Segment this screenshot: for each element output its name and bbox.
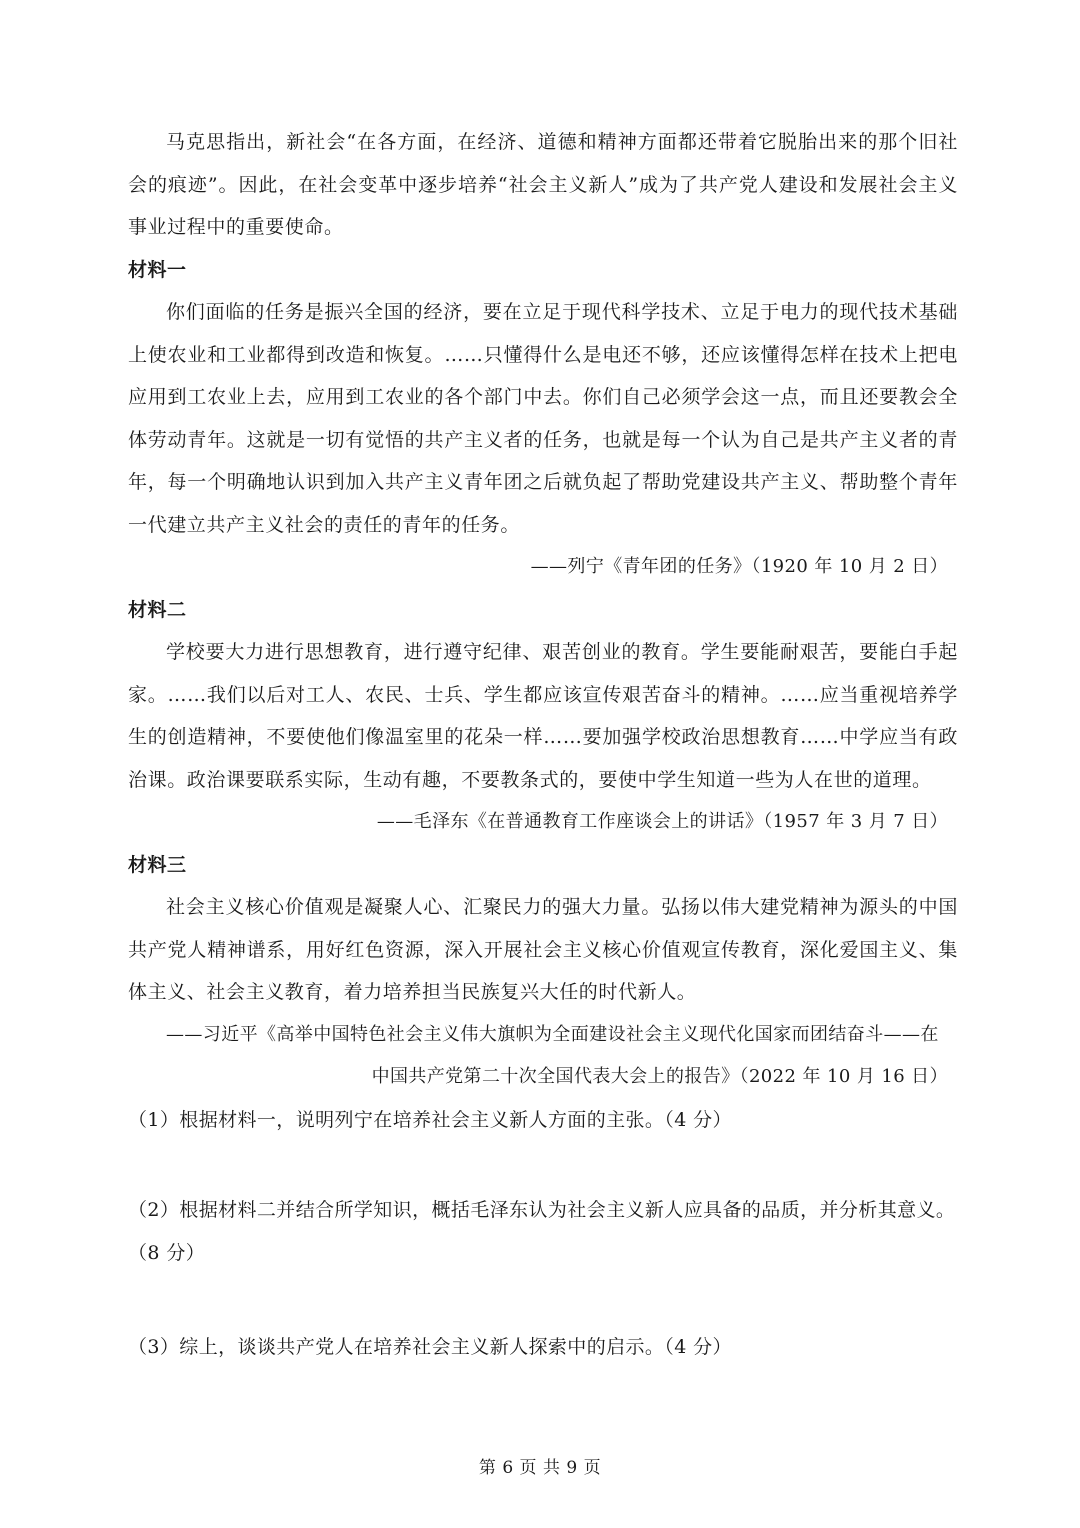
material-3-source-line2: 中国共产党第二十次全国代表大会上的报告》（2022 年 10 月 16 日）: [371, 1066, 948, 1087]
intro-paragraph: 马克思指出，新社会“在各方面，在经济、道德和精神方面都还带着它脱胎出来的那个旧社会的痕迹”。因此，在社会变革中逐步培养“社会主义新人”成为了共产党人建设和发展社会主义事业过程中的重要使命。: [128, 131, 958, 238]
material-3-source: [128, 1014, 958, 1099]
material-3-text: 社会主义核心价值观是凝聚人心、汇聚民力的强大力量。弘扬以伟大建党精神为源头的中国共产党人精神谱系，用好红色资源，深入开展社会主义核心价值观宣传教育，深化爱国主义、集体主义、社会主义教育，着力培养担当民族复兴大任的时代新人。: [128, 896, 958, 1003]
material-1-source: ——列宁《青年团的任务》（1920 年 10 月 2 日）: [530, 556, 948, 577]
answer-space-2: [128, 1274, 958, 1326]
material-2-text: 学校要大力进行思想教育，进行遵守纪律、艰苦创业的教育。学生要能耐艰苦，要能白手起家。……我们以后对工人、农民、士兵、学生都应该宣传艰苦奋斗的精神。……应当重视培养学生的创造精神，不要使他们像温室里的花朵一样……要加强学校政治思想教育……中学应当有政治课。政治课要联系实际，生动有趣，不要教条式的，要使中学生知道一些为人在世的道理。: [128, 641, 958, 791]
material-2-source: ——毛泽东《在普通教育工作座谈会上的讲话》（1957 年 3 月 7 日）: [376, 811, 948, 832]
material-3-heading: 材料三: [128, 853, 187, 876]
page-content: [128, 121, 958, 1369]
question-1: （1）根据材料一，说明列宁在培养社会主义新人方面的主张。（4 分）: [128, 1108, 732, 1131]
material-2-heading: 材料二: [128, 598, 187, 621]
material-3-source-line1: ——习近平《高举中国特色社会主义伟大旗帜为全面建设社会主义现代化国家而团结奋斗——在: [166, 1023, 939, 1045]
question-2: （2）根据材料二并结合所学知识，概括毛泽东认为社会主义新人应具备的品质，并分析其意义。（8 分）: [128, 1199, 956, 1264]
answer-space-1: [128, 1141, 958, 1189]
page-number-footer: 第 6 页 共 9 页: [478, 1458, 602, 1478]
material-1-text: 你们面临的任务是振兴全国的经济，要在立足于现代科学技术、立足于电力的现代技术基础上使农业和工业都得到改造和恢复。……只懂得什么是电还不够，还应该懂得怎样在技术上把电应用到工农业上去，应用到工农业的各个部门中去。你们自己必须学会这一点，而且还要教会全体劳动青年。这就是一切有觉悟的共产主义者的任务，也就是每一个认为自己是共产主义者的青年，每一个明确地认识到加入共产主义青年团之后就负起了帮助党建设共产主义、帮助整个青年一代建立共产主义社会的责任的青年的任务。: [128, 301, 958, 536]
question-3: （3）综上，谈谈共产党人在培养社会主义新人探索中的启示。（4 分）: [128, 1336, 732, 1358]
material-1-heading: 材料一: [128, 258, 187, 281]
